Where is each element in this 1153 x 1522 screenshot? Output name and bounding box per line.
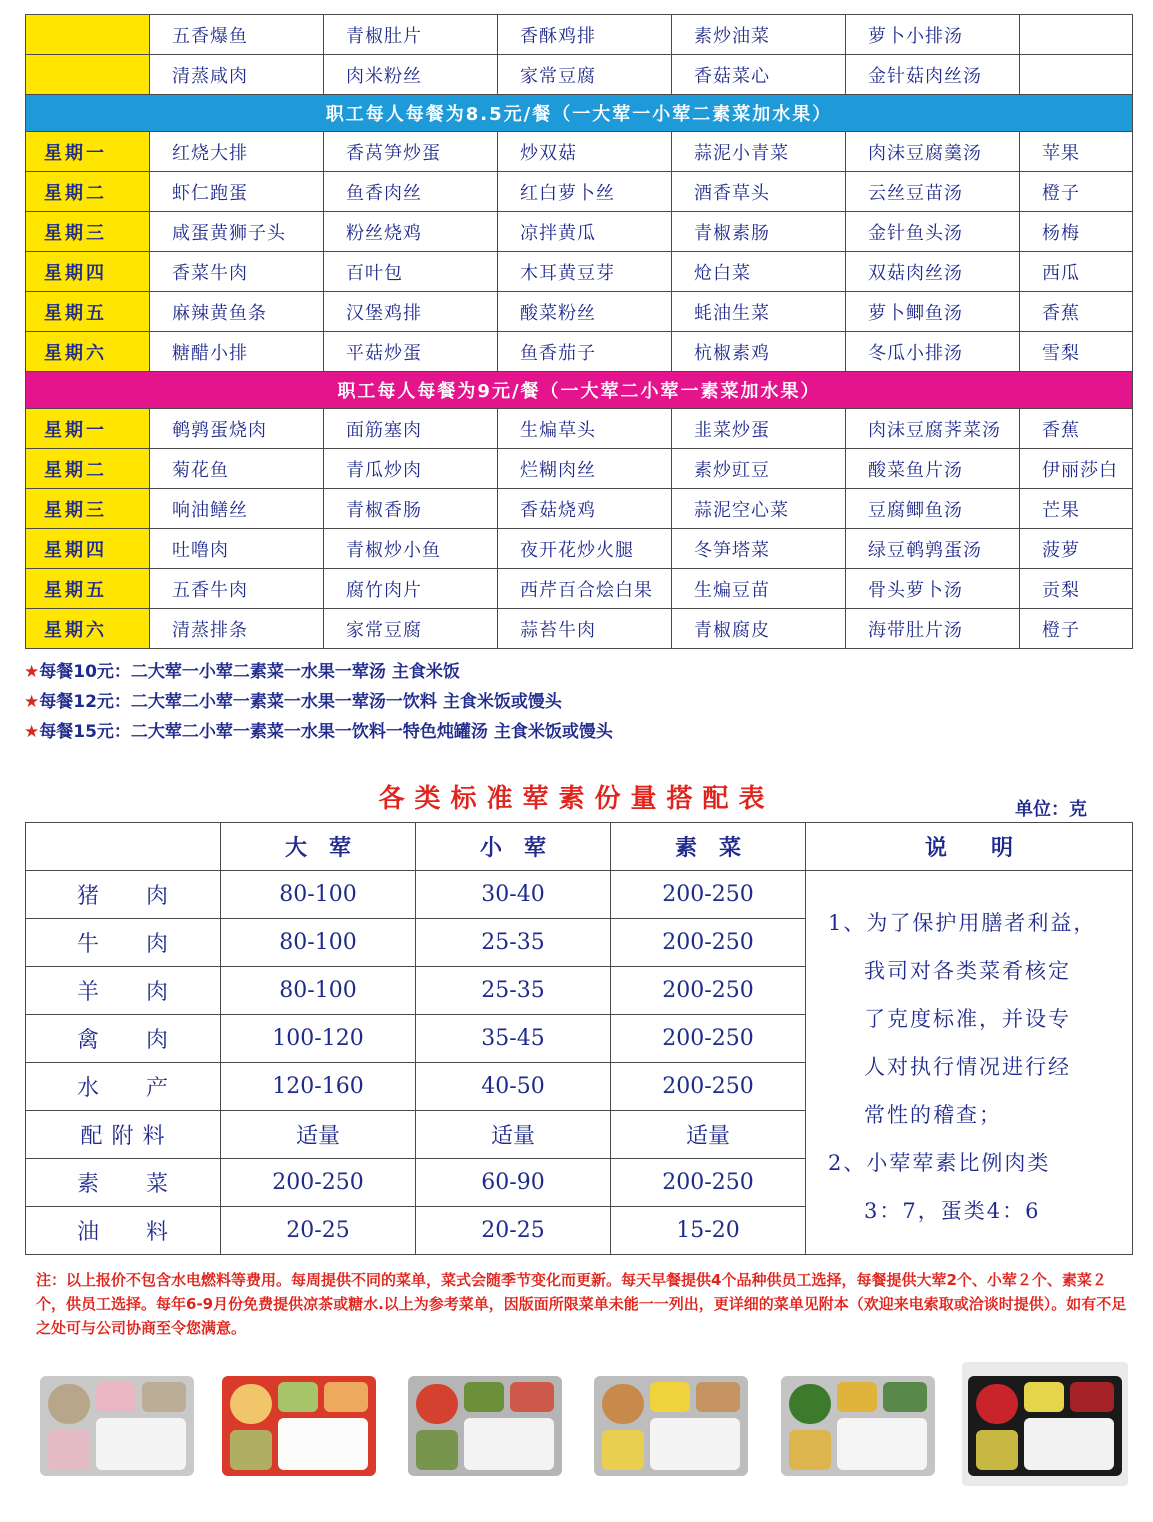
dish-cell: 炝白菜: [672, 252, 846, 292]
fruit-cell: 菠萝: [1020, 529, 1133, 569]
portion-value-cell: 适量: [611, 1111, 806, 1159]
portion-value-cell: 200-250: [221, 1159, 416, 1207]
soup-cell: 萝卜小排汤: [846, 15, 1020, 55]
dish-cell: 麻辣黄鱼条: [150, 292, 324, 332]
menu-row: [26, 529, 1133, 569]
dish-cell: 西芹百合烩白果: [498, 569, 672, 609]
menu-row: [26, 609, 1133, 649]
fruit-cell: 西瓜: [1020, 252, 1133, 292]
portion-value-cell: 200-250: [611, 871, 806, 919]
dish-cell: 烂糊肉丝: [498, 449, 672, 489]
portion-value-cell: 200-250: [611, 1015, 806, 1063]
soup-cell: 骨头萝卜汤: [846, 569, 1020, 609]
fruit-cell: 香蕉: [1020, 409, 1133, 449]
dish-cell: 吐噜肉: [150, 529, 324, 569]
portion-value-cell: 200-250: [611, 1159, 806, 1207]
star-icon: ★: [24, 692, 40, 712]
food-category-cell: 禽 肉: [26, 1015, 221, 1063]
weekday-cell: [26, 55, 150, 95]
unit-label: 单位：克: [1015, 799, 1087, 820]
menu-row: [26, 332, 1133, 372]
dish-cell: 平菇炒蛋: [324, 332, 498, 372]
dish-cell: 香菇烧鸡: [498, 489, 672, 529]
dish-cell: 炒双菇: [498, 132, 672, 172]
dish-cell: 响油鳝丝: [150, 489, 324, 529]
portion-value-cell: 200-250: [611, 1063, 806, 1111]
price-plan-note: [24, 717, 613, 742]
dish-cell: 韭菜炒蛋: [672, 409, 846, 449]
explanation-line: 3：7，蛋类4：6: [864, 1199, 1041, 1223]
meal-tray-photo: [775, 1362, 941, 1486]
dish-cell: 青椒香肠: [324, 489, 498, 529]
portion-row: [26, 871, 1133, 919]
dish-cell: 青椒炒小鱼: [324, 529, 498, 569]
portion-header-cell: 小 荤: [416, 823, 611, 871]
weekday-cell: 星期二: [26, 172, 150, 212]
portion-value-cell: 200-250: [611, 967, 806, 1015]
weekday-cell: 星期二: [26, 449, 150, 489]
explanation-line: 我司对各类菜肴核定: [864, 959, 1071, 983]
fruit-cell: [1020, 15, 1133, 55]
food-category-cell: 猪 肉: [26, 871, 221, 919]
dish-cell: 酒香草头: [672, 172, 846, 212]
price-plan-note: [24, 657, 460, 682]
dish-cell: 蒜苔牛肉: [498, 609, 672, 649]
dish-cell: 酸菜粉丝: [498, 292, 672, 332]
dish-cell: 肉米粉丝: [324, 55, 498, 95]
fruit-cell: 橙子: [1020, 609, 1133, 649]
dish-cell: 家常豆腐: [498, 55, 672, 95]
portion-value-cell: 适量: [221, 1111, 416, 1159]
dish-cell: 生煸豆苗: [672, 569, 846, 609]
price-section-header: 职工每人每餐为9元/餐（一大荤二小荤一素菜加水果）: [26, 372, 1133, 409]
soup-cell: 萝卜鲫鱼汤: [846, 292, 1020, 332]
meal-tray-photo: [402, 1362, 568, 1486]
portion-value-cell: 120-160: [221, 1063, 416, 1111]
dish-cell: 咸蛋黄狮子头: [150, 212, 324, 252]
dish-cell: 青椒肚片: [324, 15, 498, 55]
dish-cell: 糖醋小排: [150, 332, 324, 372]
weekday-cell: 星期四: [26, 252, 150, 292]
weekday-cell: 星期三: [26, 212, 150, 252]
weekday-cell: 星期五: [26, 569, 150, 609]
food-category-cell: 素 菜: [26, 1159, 221, 1207]
food-category-cell: 油 料: [26, 1207, 221, 1255]
soup-cell: 云丝豆苗汤: [846, 172, 1020, 212]
menu-row: [26, 292, 1133, 332]
weekday-cell: 星期一: [26, 409, 150, 449]
portion-value-cell: 80-100: [221, 967, 416, 1015]
dish-cell: 杭椒素鸡: [672, 332, 846, 372]
dish-cell: 木耳黄豆芽: [498, 252, 672, 292]
soup-cell: 酸菜鱼片汤: [846, 449, 1020, 489]
menu-row: [26, 449, 1133, 489]
dish-cell: 香酥鸡排: [498, 15, 672, 55]
portion-value-cell: 20-25: [416, 1207, 611, 1255]
menu-row: [26, 212, 1133, 252]
meal-tray-photo: [216, 1362, 382, 1486]
food-category-cell: 牛 肉: [26, 919, 221, 967]
dish-cell: 素炒油菜: [672, 15, 846, 55]
portion-value-cell: 20-25: [221, 1207, 416, 1255]
soup-cell: 海带肚片汤: [846, 609, 1020, 649]
dish-cell: 夜开花炒火腿: [498, 529, 672, 569]
dish-cell: 凉拌黄瓜: [498, 212, 672, 252]
meal-tray-photo: [34, 1362, 200, 1486]
note-text: 每餐10元：二大荤一小荤二素菜一水果一荤汤 主食米饭: [39, 662, 460, 682]
menu-row: [26, 172, 1133, 212]
dish-cell: 百叶包: [324, 252, 498, 292]
dish-cell: 香菇菜心: [672, 55, 846, 95]
portion-table: [25, 822, 1133, 1255]
menu-row: [26, 132, 1133, 172]
dish-cell: 冬笋塔菜: [672, 529, 846, 569]
dish-cell: 青椒腐皮: [672, 609, 846, 649]
soup-cell: 绿豆鹌鹑蛋汤: [846, 529, 1020, 569]
explanation-line: 1、为了保护用膳者利益，: [828, 911, 1097, 935]
dish-cell: 清蒸排条: [150, 609, 324, 649]
explanation-line: 2、小荤荤素比例肉类: [828, 1151, 1051, 1175]
dish-cell: 粉丝烧鸡: [324, 212, 498, 252]
dish-cell: 家常豆腐: [324, 609, 498, 649]
portion-value-cell: 25-35: [416, 919, 611, 967]
portion-header-cell: [26, 823, 221, 871]
menu-row: [26, 55, 1133, 95]
weekday-cell: 星期五: [26, 292, 150, 332]
dish-cell: 生煸草头: [498, 409, 672, 449]
fruit-cell: 芒果: [1020, 489, 1133, 529]
portion-value-cell: 100-120: [221, 1015, 416, 1063]
dish-cell: 清蒸咸肉: [150, 55, 324, 95]
menu-row: [26, 489, 1133, 529]
menu-row: [26, 409, 1133, 449]
fruit-cell: 香蕉: [1020, 292, 1133, 332]
food-category-cell: 羊 肉: [26, 967, 221, 1015]
portion-header-cell: 说 明: [806, 823, 1133, 871]
dish-cell: 素炒豇豆: [672, 449, 846, 489]
price-section-header: 职工每人每餐为8.5元/餐（一大荤一小荤二素菜加水果）: [26, 95, 1133, 132]
portion-value-cell: 25-35: [416, 967, 611, 1015]
fruit-cell: 雪梨: [1020, 332, 1133, 372]
soup-cell: 肉沫豆腐荠菜汤: [846, 409, 1020, 449]
soup-cell: 冬瓜小排汤: [846, 332, 1020, 372]
menu-row: [26, 569, 1133, 609]
bento-box-photo: [962, 1362, 1128, 1486]
star-icon: ★: [24, 722, 40, 742]
portion-value-cell: 60-90: [416, 1159, 611, 1207]
explanation-line: 常性的稽查；: [864, 1103, 1002, 1127]
menu-row: [26, 15, 1133, 55]
price-plan-note: [24, 687, 562, 712]
dish-cell: 五香爆鱼: [150, 15, 324, 55]
weekday-cell: 星期一: [26, 132, 150, 172]
dish-cell: 青椒素肠: [672, 212, 846, 252]
soup-cell: 双菇肉丝汤: [846, 252, 1020, 292]
dish-cell: 蚝油生菜: [672, 292, 846, 332]
portion-value-cell: 80-100: [221, 871, 416, 919]
portion-table-title: 各类标准荤素份量搭配表: [378, 784, 775, 814]
explanation-line: 人对执行情况进行经: [864, 1055, 1071, 1079]
dish-cell: 鱼香茄子: [498, 332, 672, 372]
dish-cell: 虾仁跑蛋: [150, 172, 324, 212]
fruit-cell: [1020, 55, 1133, 95]
weekday-cell: [26, 15, 150, 55]
fruit-cell: 伊丽莎白: [1020, 449, 1133, 489]
portion-value-cell: 35-45: [416, 1015, 611, 1063]
food-category-cell: 配 附 料: [26, 1111, 221, 1159]
fruit-cell: 苹果: [1020, 132, 1133, 172]
weekday-cell: 星期六: [26, 332, 150, 372]
meal-tray-photo: [588, 1362, 754, 1486]
star-icon: ★: [24, 662, 40, 682]
fruit-cell: 贡梨: [1020, 569, 1133, 609]
dish-cell: 蒜泥小青菜: [672, 132, 846, 172]
dish-cell: 青瓜炒肉: [324, 449, 498, 489]
soup-cell: 金针鱼头汤: [846, 212, 1020, 252]
soup-cell: 豆腐鲫鱼汤: [846, 489, 1020, 529]
soup-cell: 金针菇肉丝汤: [846, 55, 1020, 95]
dish-cell: 鹌鹑蛋烧肉: [150, 409, 324, 449]
portion-header-cell: 大 荤: [221, 823, 416, 871]
note-text: 每餐15元：二大荤二小荤一素菜一水果一饮料一特色炖罐汤 主食米饭或馒头: [39, 722, 613, 742]
weekday-cell: 星期四: [26, 529, 150, 569]
note-text: 每餐12元：二大荤二小荤一素菜一水果一荤汤一饮料 主食米饭或馒头: [39, 692, 562, 712]
dish-cell: 红白萝卜丝: [498, 172, 672, 212]
portion-value-cell: 80-100: [221, 919, 416, 967]
portion-value-cell: 15-20: [611, 1207, 806, 1255]
weekday-cell: 星期六: [26, 609, 150, 649]
dish-cell: 红烧大排: [150, 132, 324, 172]
soup-cell: 肉沫豆腐羹汤: [846, 132, 1020, 172]
fruit-cell: 橙子: [1020, 172, 1133, 212]
portion-value-cell: 30-40: [416, 871, 611, 919]
dish-cell: 腐竹肉片: [324, 569, 498, 609]
dish-cell: 香莴笋炒蛋: [324, 132, 498, 172]
dish-cell: 汉堡鸡排: [324, 292, 498, 332]
portion-header-cell: 素 菜: [611, 823, 806, 871]
menu-row: [26, 252, 1133, 292]
dish-cell: 菊花鱼: [150, 449, 324, 489]
portion-value-cell: 适量: [416, 1111, 611, 1159]
dish-cell: 五香牛肉: [150, 569, 324, 609]
weekly-menu-table: [25, 14, 1133, 649]
dish-cell: 面筋塞肉: [324, 409, 498, 449]
fruit-cell: 杨梅: [1020, 212, 1133, 252]
dish-cell: 蒜泥空心菜: [672, 489, 846, 529]
portion-value-cell: 200-250: [611, 919, 806, 967]
explanation-cell: [806, 871, 1133, 1255]
portion-value-cell: 40-50: [416, 1063, 611, 1111]
food-category-cell: 水 产: [26, 1063, 221, 1111]
weekday-cell: 星期三: [26, 489, 150, 529]
footnote: 注：以上报价不包含水电燃料等费用。每周提供不同的菜单，菜式会随季节变化而更新。每天早餐提供4个品种供员工选择，每餐提供大荤2个、小荤２个、素菜２个，供员工选择。每年6-9月份免费提供凉茶或糖水.以上为参考菜单，因版面所限菜单未能一一列出，更详细的菜单见附本（欢迎来电索取或洽谈时提供）。如有不足之处可与公司协商至令您满意。: [36, 1271, 1127, 1337]
dish-cell: 香菜牛肉: [150, 252, 324, 292]
dish-cell: 鱼香肉丝: [324, 172, 498, 212]
explanation-line: 了克度标准，并设专: [864, 1007, 1071, 1031]
